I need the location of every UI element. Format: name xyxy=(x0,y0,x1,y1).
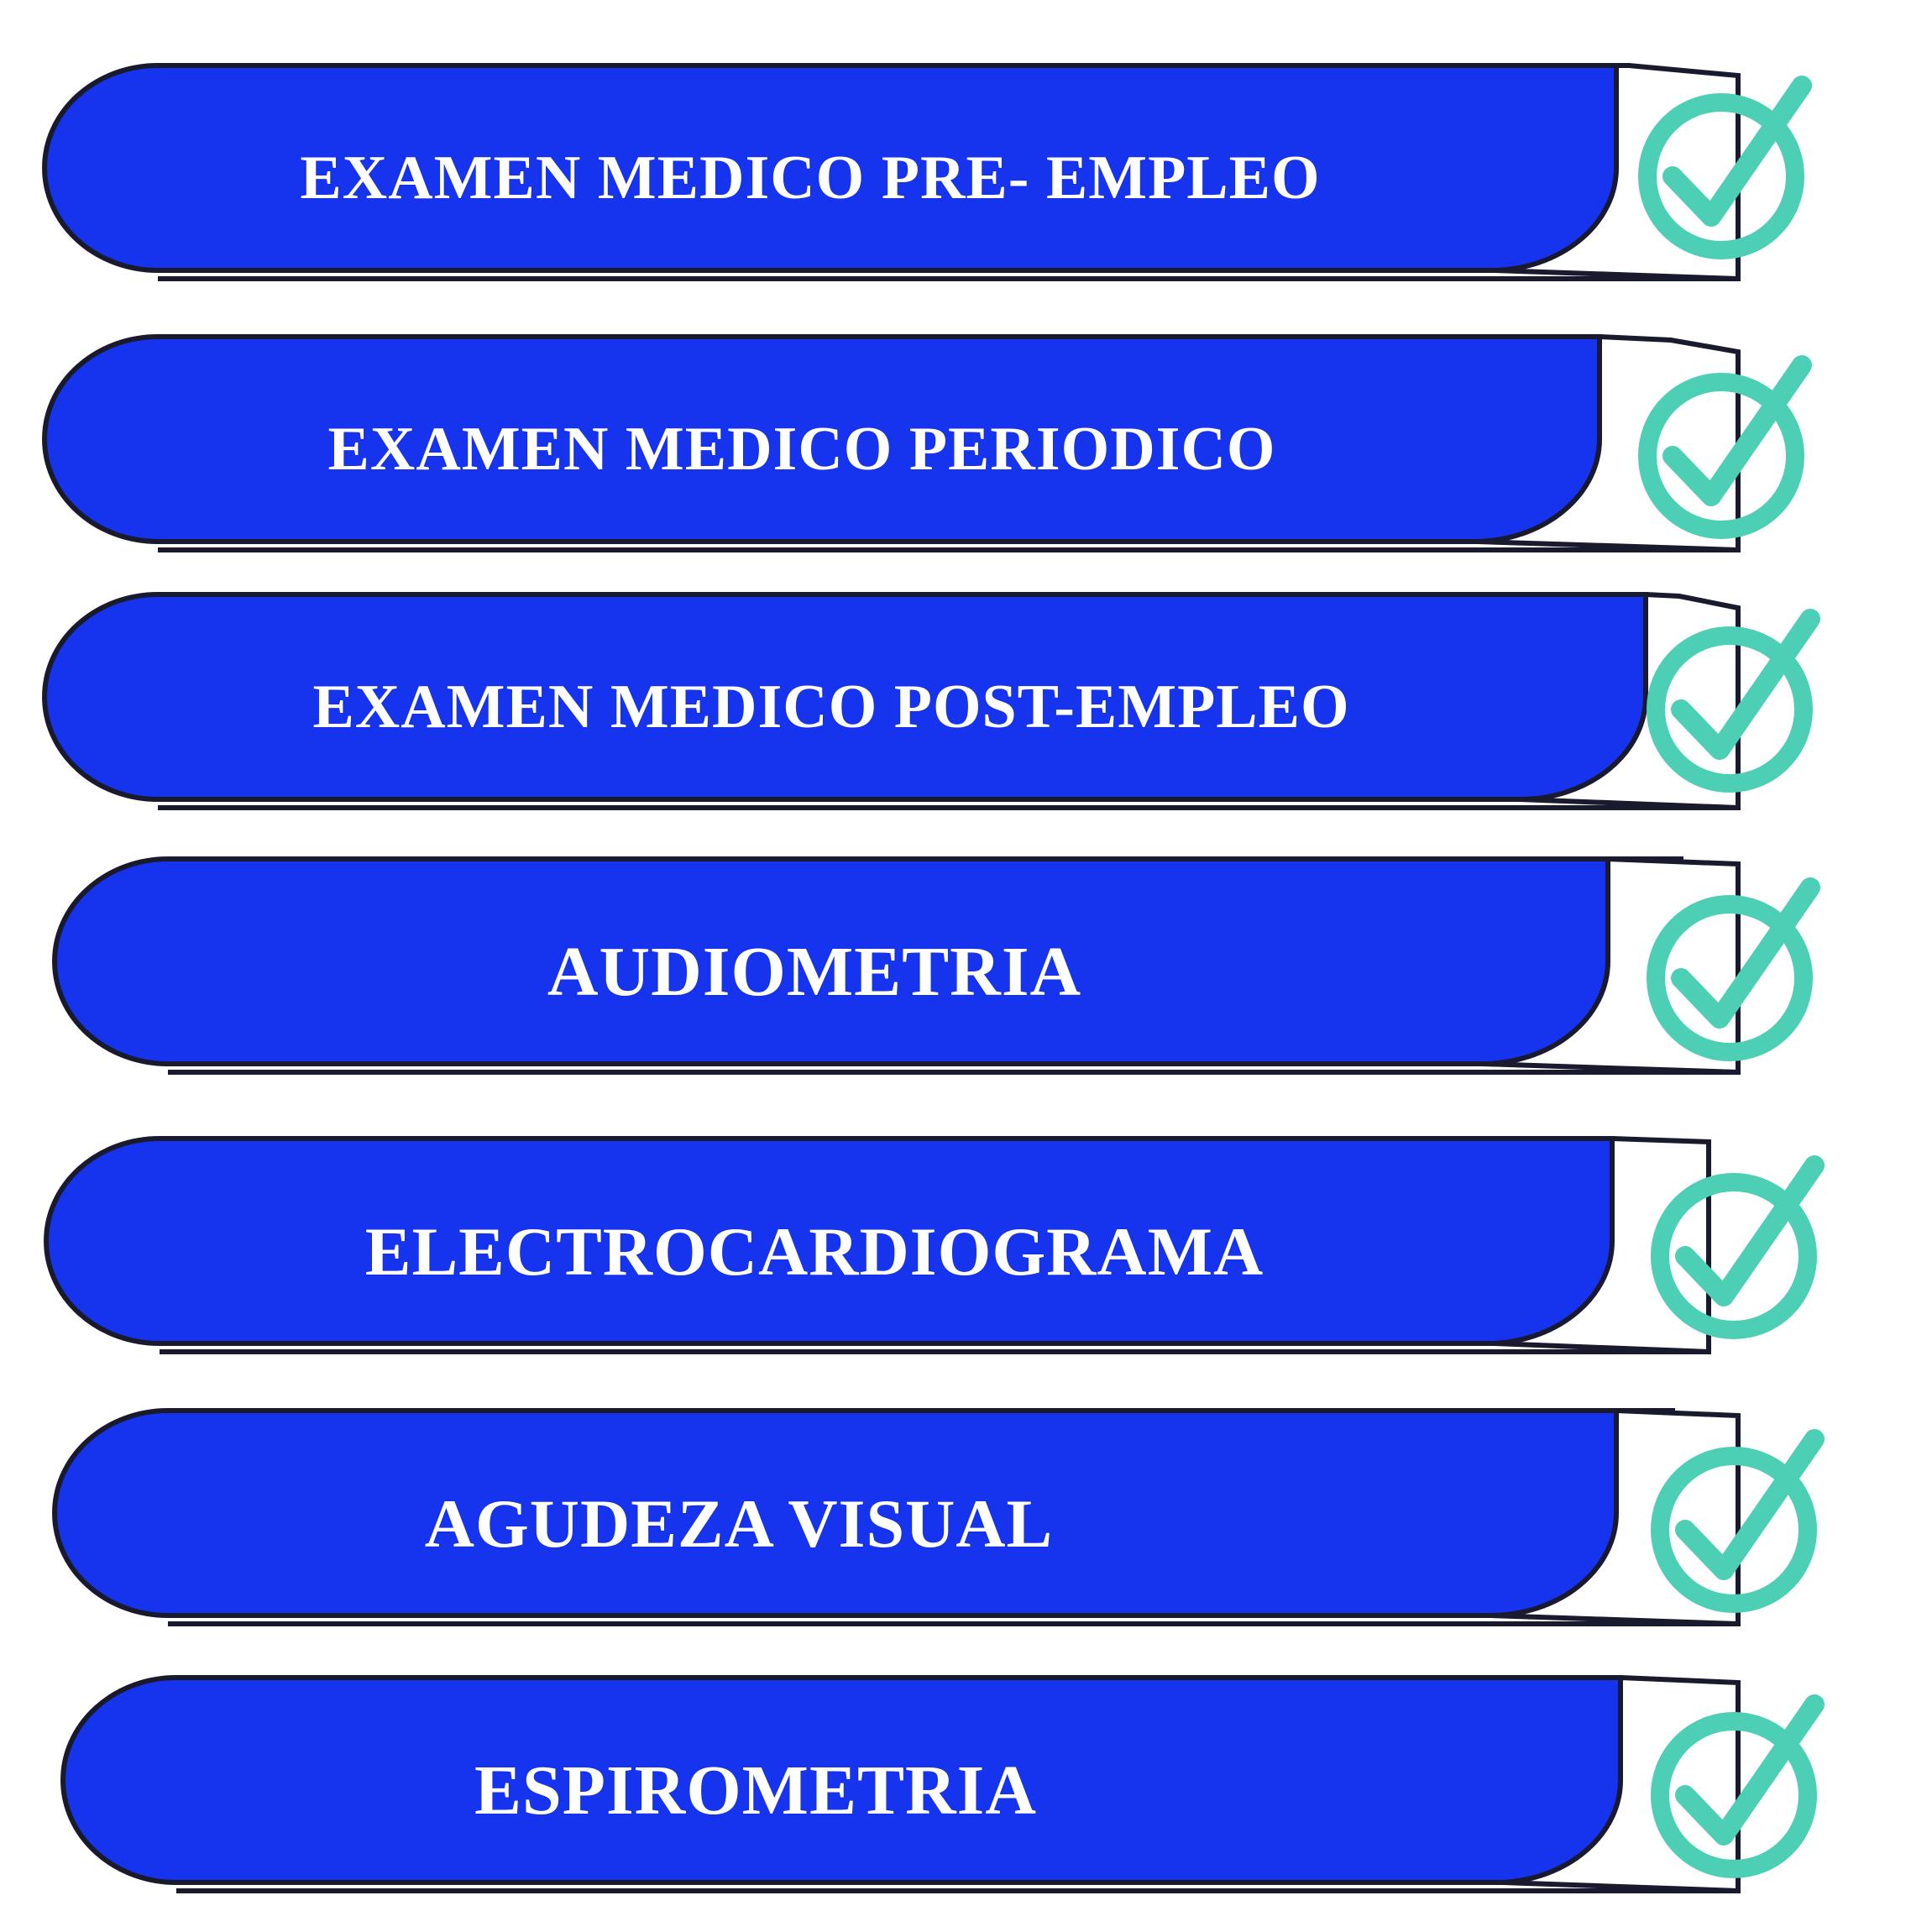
check-circle-icon xyxy=(1629,588,1830,827)
list-item[interactable] xyxy=(0,330,1932,569)
list-item-label: EXAMEN MEDICO POST-EMPLEO xyxy=(312,673,1350,741)
check-circle-icon xyxy=(1629,852,1830,1092)
check-circle-icon xyxy=(1620,59,1822,298)
check-circle-icon xyxy=(1633,1132,1835,1371)
list-item-label: EXAMEN MEDICO PRE- EMPLEO xyxy=(300,144,1321,212)
list-item-label: ESPIROMETRIA xyxy=(474,1751,1038,1830)
list-item-label: EXAMEN MEDICO PERIODICO xyxy=(327,415,1276,484)
check-circle-icon xyxy=(1633,1671,1835,1910)
list-item[interactable] xyxy=(0,1404,1932,1643)
list-item[interactable] xyxy=(0,852,1932,1092)
check-circle-icon xyxy=(1633,1404,1835,1643)
list-item-label: ELECTROCARDIOGRAMA xyxy=(364,1212,1264,1290)
list-item[interactable] xyxy=(0,588,1932,827)
check-circle-icon xyxy=(1620,330,1822,569)
list-item-label: AGUDEZA VISUAL xyxy=(424,1484,1054,1562)
list-item[interactable] xyxy=(0,1671,1932,1910)
list-item[interactable] xyxy=(0,59,1932,298)
list-item[interactable] xyxy=(0,1132,1932,1371)
list-item-label: AUDIOMETRIA xyxy=(547,933,1082,1011)
